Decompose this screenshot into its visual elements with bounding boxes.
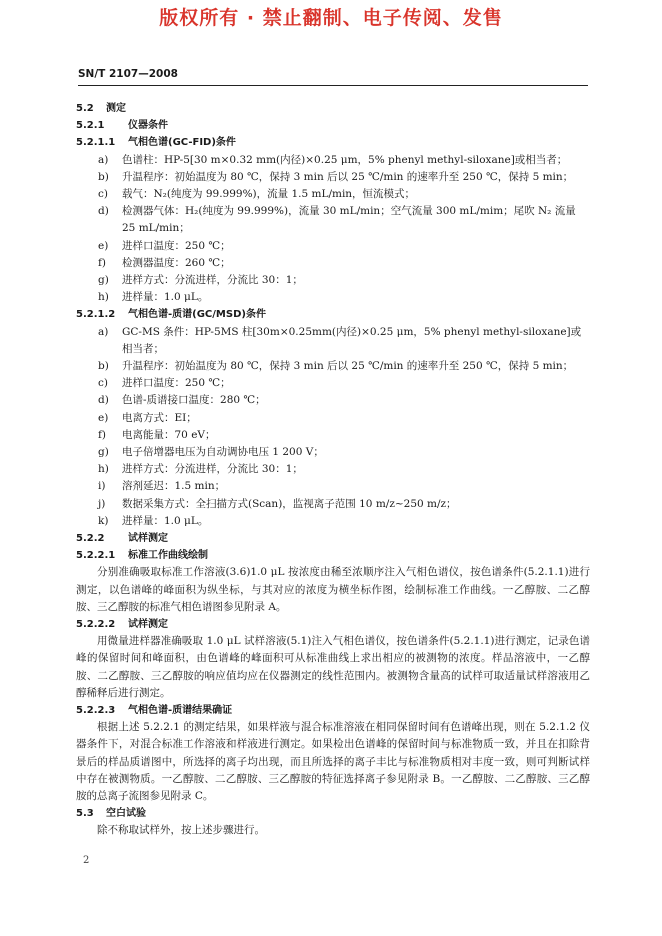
heading-5-2-1-2: 5.2.1.2 气相色谱-质谱(GC/MSD)条件	[76, 309, 266, 321]
list-text: 载气：N₂(纯度为 99.999%)，流量 1.5 mL/min，恒流模式；	[122, 187, 416, 200]
paragraph-gcms-confirmation: 根据上述 5.2.2.1 的测定结果，如果样液与混合标准溶液在相同保留时间有色谱峰出现，则在 5.2.1.2 仪器条件下，对混合标准工作溶液和样液进行测定。如果检出色谱峰的保留时间与标准物质一致，并且在扣除背景后的样品质谱图中，所选择的离子均出现，而且所选择的离子丰比与标准物质相对丰度一致，则可判断试样中存在被测物质。一乙醇胺、二乙醇胺、三乙醇胺的特征选择离子参见附录 B。一乙醇胺、二乙醇胺、三乙醇胺的总离子流图参见附录 C。	[76, 721, 590, 802]
heading-5-2: 5.2 测定	[76, 103, 126, 114]
list-marker: h)	[98, 291, 109, 304]
list-item	[76, 289, 590, 306]
heading-5-2-2-3: 5.2.2.3 气相色谱-质谱结果确证	[76, 705, 233, 716]
list-marker: c)	[98, 377, 108, 390]
heading-5-2-1-1: 5.2.1.1 气相色谱(GC-FID)条件	[76, 137, 236, 149]
list-text: GC-MS 条件：HP-5MS 柱[30m×0.25mm(内径)×0.25 μm，5% phenyl methyl-siloxane]或相当者；	[122, 325, 582, 355]
heading-5-2-1: 5.2.1 仪器条件	[76, 120, 168, 132]
list-marker: b)	[98, 359, 109, 372]
list-text: 电离方式：EI；	[122, 411, 197, 424]
list-item	[76, 255, 590, 272]
list-item	[76, 238, 590, 255]
list-item	[76, 410, 590, 427]
list-item	[76, 444, 590, 461]
list-marker: d)	[98, 205, 109, 218]
list-item	[76, 478, 590, 495]
list-item	[76, 496, 590, 513]
list-text: 升温程序：初始温度为 80 ℃，保持 3 min 后以 25 ℃/min 的速率升至 250 ℃，保持 5 min；	[122, 359, 574, 372]
document-body	[76, 100, 590, 840]
gc-msd-conditions-list	[76, 324, 590, 530]
list-marker: c)	[98, 187, 108, 200]
list-item	[76, 375, 590, 392]
list-marker: e)	[98, 411, 109, 424]
heading-5-3: 5.3 空白试验	[76, 808, 146, 820]
list-text: 电子倍增器电压为自动调协电压 1 200 V；	[122, 446, 324, 458]
list-marker: i)	[98, 480, 106, 493]
heading-5-2-2-2: 5.2.2.2 试样测定	[76, 619, 168, 630]
paragraph-calibration-curve: 分别准确吸取标准工作溶液(3.6)1.0 μL 按浓度由稀至浓顺序注入气相色谱仪，按色谱条件(5.2.1.1)进行测定，以色谱峰的峰面积为纵坐标，与其对应的浓度为横坐标作图，绘制标准工作曲线。一乙醇胺、二乙醇胺、三乙醇胺的标准气相色谱图参见附录 A。	[76, 566, 590, 613]
list-text: 进样口温度：250 ℃；	[122, 239, 231, 252]
copyright-banner: 版权所有 · 禁止翻制、电子传阅、发售	[159, 7, 503, 29]
list-item	[76, 427, 590, 444]
list-text: 进样方式：分流进样，分流比 30：1；	[122, 273, 303, 286]
list-item	[76, 272, 590, 289]
list-marker: g)	[98, 273, 109, 286]
list-marker: d)	[98, 394, 109, 407]
list-text: 电离能量：70 eV；	[122, 428, 216, 441]
list-marker: f)	[98, 428, 106, 441]
gc-fid-conditions-list	[76, 152, 590, 307]
list-text: 数据采集方式：全扫描方式(Scan)，监视离子范围 10 m/z~250 m/z；	[122, 497, 457, 510]
list-marker: f)	[98, 256, 106, 269]
list-text: 色谱柱：HP-5[30 m×0.32 mm(内径)×0.25 μm，5% phenyl methyl-siloxane]或相当者；	[122, 153, 568, 166]
list-item	[76, 461, 590, 478]
paragraph-blank-test: 除不称取试样外，按上述步骤进行。	[97, 824, 265, 837]
list-text: 色谱-质谱接口温度：280 ℃；	[122, 394, 266, 407]
paragraph-sample-determination: 用微量进样器准确吸取 1.0 μL 试样溶液(5.1)注入气相色谱仪，按色谱条件(5.2.1.1)进行测定，记录色谱峰的保留时间和峰面积，由色谱峰的峰面积可从标准曲线上求出相应的被测物的浓度。样品溶液中，一乙醇胺、二乙醇胺、三乙醇胺的响应值均应在仪器测定的线性范围内。被测物含量高的试样可取适量试样溶液用乙醇稀释后进行测定。	[76, 635, 590, 699]
list-text: 进样量：1.0 μL。	[122, 514, 209, 527]
list-item	[76, 358, 590, 375]
list-item	[76, 186, 590, 203]
list-marker: b)	[98, 170, 109, 183]
heading-5-2-2-1: 5.2.2.1 标准工作曲线绘制	[76, 550, 208, 562]
list-text: 检测器温度：260 ℃；	[122, 256, 231, 269]
list-text: 进样口温度：250 ℃；	[122, 377, 231, 390]
list-marker: e)	[98, 239, 109, 252]
list-text: 进样量：1.0 μL。	[122, 291, 209, 304]
list-item	[76, 324, 590, 358]
list-text: 溶剂延迟：1.5 min；	[122, 480, 226, 493]
list-text: 升温程序：初始温度为 80 ℃，保持 3 min 后以 25 ℃/min 的速率升至 250 ℃，保持 5 min；	[122, 170, 574, 183]
document-number: SN/T 2107—2008	[78, 68, 178, 80]
header-rule	[78, 85, 588, 86]
list-marker: g)	[98, 446, 109, 458]
list-item	[76, 203, 590, 237]
heading-5-2-2: 5.2.2 试样测定	[76, 533, 168, 545]
list-marker: a)	[98, 153, 109, 166]
list-marker: j)	[98, 497, 106, 510]
list-text: 进样方式：分流进样，分流比 30：1；	[122, 463, 303, 476]
list-marker: a)	[98, 325, 109, 338]
list-item	[76, 152, 590, 169]
list-marker: h)	[98, 463, 109, 476]
list-item	[76, 392, 590, 409]
list-item	[76, 169, 590, 186]
page-number: 2	[83, 855, 90, 866]
list-marker: k)	[98, 514, 109, 527]
list-text: 检测器气体：H₂(纯度为 99.999%)，流量 30 mL/min；空气流量 300 mL/mim；尾吹 N₂ 流量 25 mL/min；	[122, 205, 576, 235]
list-item	[76, 513, 590, 530]
